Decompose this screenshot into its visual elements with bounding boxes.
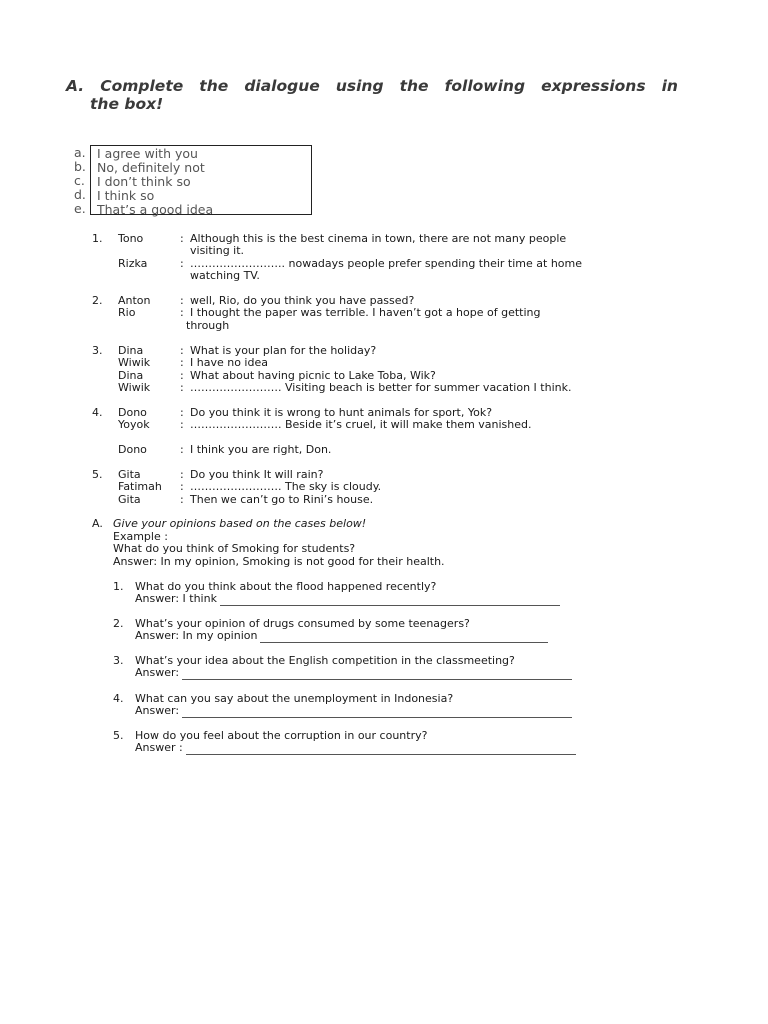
- dialogue-text: Do you think it is wrong to hunt animals for sport, Yok?: [190, 406, 493, 419]
- dialogue-text: ……………………. Beside it’s cruel, it will make them vanished.: [190, 418, 532, 432]
- speaker-name: Fatimah: [118, 480, 162, 494]
- answer-blank-line[interactable]: [186, 745, 576, 755]
- section-a-heading: [66, 77, 678, 113]
- speaker-name: Gita: [118, 492, 141, 506]
- question-number: 5.: [113, 729, 124, 742]
- option-letter: b.: [74, 159, 86, 174]
- question-text: What can you say about the unemployment in Indonesia?: [135, 692, 454, 705]
- dialogue-text: I have no idea: [190, 356, 268, 370]
- colon: :: [180, 406, 184, 419]
- section-a-title-line1: [66, 77, 678, 95]
- option-letters: [74, 146, 86, 216]
- example-answer: Answer: In my opinion, Smoking is not good for their health.: [113, 554, 445, 568]
- option-letter: d.: [74, 187, 86, 202]
- question-number: 3.: [113, 654, 124, 667]
- title-word: the: [199, 77, 229, 95]
- question-text: What’s your opinion of drugs consumed by some teenagers?: [135, 617, 470, 630]
- dialogue-text: ……………………. Visiting beach is better for summer vacation I think.: [190, 381, 572, 395]
- question-4: [113, 693, 572, 718]
- dialogue-number: 4.: [92, 406, 103, 419]
- answer-prefix: Answer:: [135, 704, 180, 718]
- title-word: Complete: [100, 77, 184, 95]
- dialogue-text: …………………….. nowadays people prefer spending their time at home: [190, 256, 583, 270]
- speaker-name: Dono: [118, 443, 147, 457]
- answer-prefix: Answer:: [135, 666, 180, 680]
- section-b-instruction: Give your opinions based on the cases below!: [113, 517, 367, 530]
- question-text: What do you think about the flood happened recently?: [135, 580, 437, 593]
- expressions-box: [90, 145, 312, 215]
- colon: :: [180, 368, 184, 382]
- answer-blank-line[interactable]: [182, 708, 572, 718]
- answer-prefix: Answer :: [135, 741, 183, 755]
- speaker-name: Yoyok: [118, 418, 150, 432]
- speaker-name: Tono: [118, 232, 144, 245]
- dialogue-number: 3.: [92, 344, 103, 357]
- dialogue-5: [92, 469, 658, 506]
- colon: :: [180, 356, 184, 370]
- colon: :: [180, 443, 184, 457]
- question-number: 2.: [113, 617, 124, 630]
- dialogue-text: What about having picnic to Lake Toba, Wik?: [190, 368, 436, 382]
- section-b-heading: [92, 518, 366, 530]
- dialogue-3: [92, 345, 658, 395]
- colon: :: [180, 294, 184, 307]
- question-2: [113, 618, 548, 643]
- section-a-title-line2: the box!: [90, 95, 164, 113]
- dialogue-text-continued: visiting it.: [190, 244, 245, 258]
- colon: :: [180, 256, 184, 270]
- question-text: What’s your idea about the English competition in the classmeeting?: [135, 654, 515, 667]
- dialogue-4: [92, 407, 658, 457]
- question-text: How do you feel about the corruption in our country?: [135, 729, 428, 742]
- option-letter: e.: [74, 201, 86, 216]
- speaker-name: Wiwik: [118, 381, 151, 395]
- speaker-name: Gita: [118, 468, 141, 481]
- dialogue-text: What is your plan for the holiday?: [190, 344, 377, 357]
- colon: :: [180, 492, 184, 506]
- section-b-letter: A.: [92, 517, 103, 530]
- title-word: dialogue: [244, 77, 320, 95]
- title-word: the: [399, 77, 429, 95]
- option-text: That’s a good idea: [97, 202, 214, 217]
- dialogue-2: [92, 295, 658, 332]
- dialogue-number: 1.: [92, 232, 103, 245]
- dialogue-text-continued: watching TV.: [190, 269, 260, 283]
- dialogue-1: [92, 233, 658, 283]
- colon: :: [180, 344, 184, 357]
- speaker-name: Anton: [118, 294, 151, 307]
- title-word: following: [444, 77, 526, 95]
- option-text: I don’t think so: [97, 174, 191, 189]
- title-word: A.: [66, 77, 85, 95]
- question-3: [113, 655, 572, 680]
- colon: :: [180, 480, 184, 494]
- colon: :: [180, 232, 184, 245]
- dialogue-text: I thought the paper was terrible. I haven’t got a hope of getting: [190, 306, 541, 320]
- dialogue-text: ……………………. The sky is cloudy.: [190, 480, 382, 494]
- option-text: I think so: [97, 188, 155, 203]
- speaker-name: Rizka: [118, 256, 148, 270]
- example-label: Example :: [113, 530, 168, 543]
- speaker-name: Dina: [118, 344, 144, 357]
- speaker-name: Rio: [118, 306, 136, 320]
- title-word: using: [335, 77, 384, 95]
- option-letter: a.: [74, 145, 86, 160]
- colon: :: [180, 468, 184, 481]
- title-word: expressions: [541, 77, 646, 95]
- speaker-name: Dina: [118, 368, 144, 382]
- answer-blank-line[interactable]: [182, 670, 572, 680]
- colon: :: [180, 418, 184, 432]
- dialogue-text: well, Rio, do you think you have passed?: [190, 294, 415, 307]
- speaker-name: Dono: [118, 406, 147, 419]
- answer-prefix: Answer: I think: [135, 592, 217, 606]
- dialogue-text: Although this is the best cinema in town, there are not many people: [190, 232, 567, 245]
- title-word: in: [661, 77, 678, 95]
- dialogue-text: Then we can’t go to Rini’s house.: [190, 492, 374, 506]
- example-question: What do you think of Smoking for students?: [113, 542, 356, 556]
- dialogue-text-continued: through: [186, 318, 230, 332]
- colon: :: [180, 381, 184, 395]
- answer-blank-line[interactable]: [260, 633, 548, 643]
- dialogue-number: 5.: [92, 468, 103, 481]
- question-1: [113, 581, 560, 606]
- example-block: [113, 531, 445, 568]
- option-text: No, definitely not: [97, 160, 205, 175]
- question-5: [113, 730, 576, 755]
- dialogue-text: I think you are right, Don.: [190, 443, 332, 457]
- dialogue-text: Do you think It will rain?: [190, 468, 324, 481]
- question-number: 4.: [113, 692, 124, 705]
- answer-prefix: Answer: In my opinion: [135, 629, 258, 643]
- option-letter: c.: [74, 173, 85, 188]
- answer-blank-line[interactable]: [220, 596, 560, 606]
- dialogue-number: 2.: [92, 294, 103, 307]
- colon: :: [180, 306, 184, 320]
- option-text: I agree with you: [97, 146, 198, 161]
- question-number: 1.: [113, 580, 124, 593]
- speaker-name: Wiwik: [118, 356, 151, 370]
